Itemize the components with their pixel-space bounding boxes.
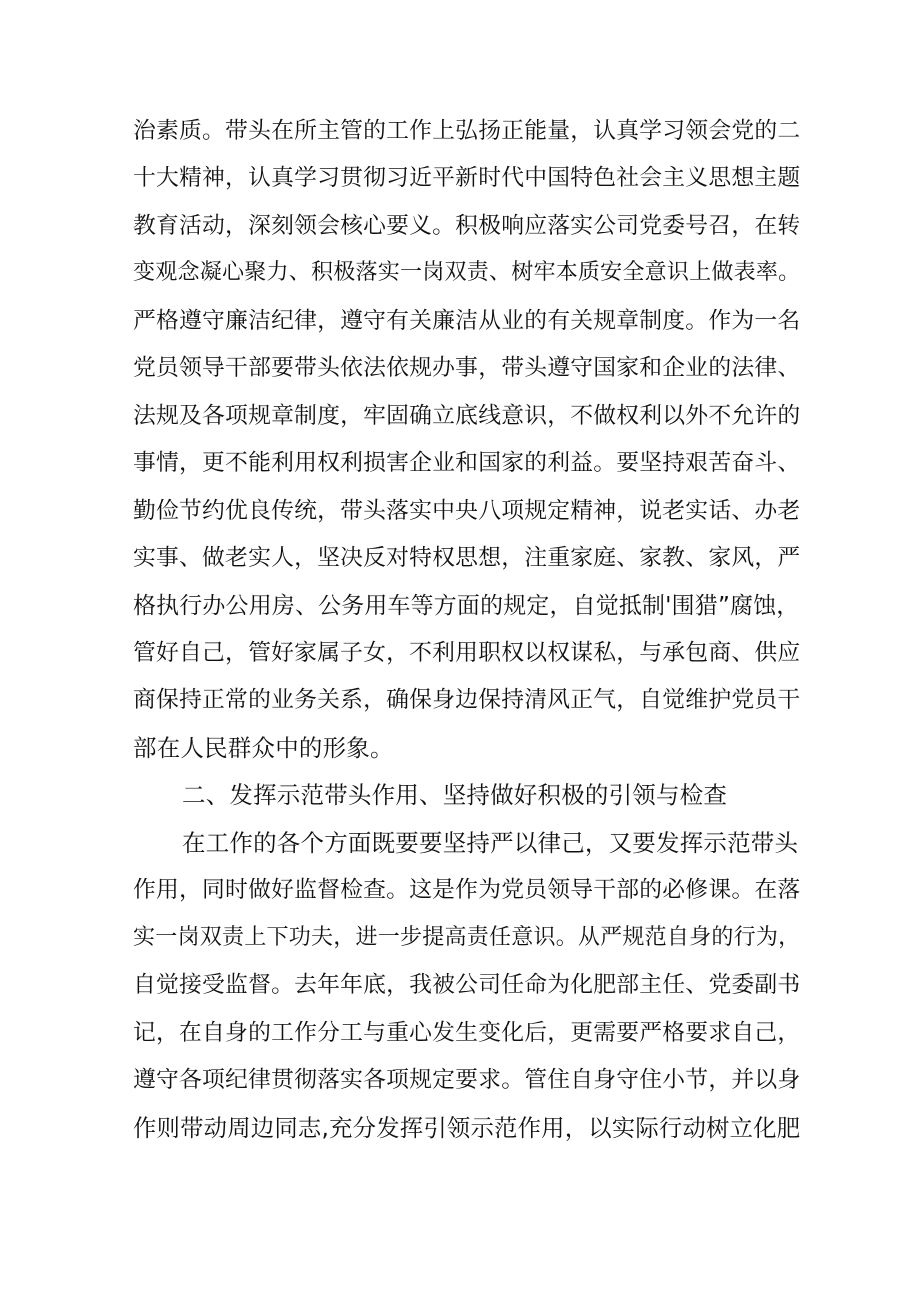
text-line: 法规及各项规章制度，牢固确立底线意识，不做权利以外不允许的 <box>133 402 801 429</box>
text-line: 部在人民群众中的形象。 <box>133 733 394 762</box>
text-line: 实一岗双责上下功夫，进一步提高责任意识。从严规范自身的行为， <box>133 924 801 950</box>
text-line: 在工作的各个方面既要要坚持严以律己，又要发挥示范带头 <box>182 828 799 857</box>
text-line: 遵守各项纪律贯彻落实各项规定要求。管住自身守住小节，并以身 <box>133 1067 801 1093</box>
text-line: 变观念凝心聚力、积极落实一岗双责、树牢本质安全意识上做表率。 <box>133 260 801 286</box>
text-line: 管好自己，管好家属子女，不利用职权以权谋私，与承包商、供应 <box>133 640 801 666</box>
text-line: 格执行办公用房、公务用车等方面的规定，自觉抵制'围猎”腐蚀， <box>133 592 800 619</box>
text-line: 治素质。带头在所主管的工作上弘扬正能量，认真学习领会党的二 <box>133 118 801 144</box>
text-line: 勤俭节约优良传统，带头落实中央八项规定精神，说老实话、办老 <box>133 497 801 524</box>
text-line: 商保持正常的业务关系，确保身边保持清风正气，自觉维护党员干 <box>133 687 801 714</box>
text-line: 作用，同时做好监督检查。这是作为党员领导干部的必修课。在落 <box>133 877 801 904</box>
text-line: 严格遵守廉洁纪律，遵守有关廉洁从业的有关规章制度。作为一名 <box>133 307 801 334</box>
section-heading: 二、发挥示范带头作用、坚持做好积极的引领与检查 <box>182 781 728 810</box>
text-line: 自觉接受监督。去年年底，我被公司任命为化肥部主任、党委副书 <box>133 972 801 999</box>
text-line: 记，在自身的工作分工与重心发生变化后，更需要严格要求自己， <box>133 1019 801 1046</box>
text-line: 十大精神，认真学习贯彻习近平新时代中国特色社会主义思想主题 <box>133 165 801 192</box>
text-line: 党员领导干部要带头依法依规办事，带头遵守国家和企业的法律、 <box>133 355 801 382</box>
text-line: 实事、做老实人，坚决反对特权思想，注重家庭、家教、家风，严 <box>133 545 801 571</box>
text-line: 教育活动，深刻领会核心要义。积极响应落实公司党委号召，在转 <box>133 212 801 239</box>
text-line: 事情，更不能利用权利损害企业和国家的利益。要坚持艰苦奋斗、 <box>133 450 801 477</box>
text-line: 作则带动周边同志,充分发挥引领示范作用，以实际行动树立化肥 <box>133 1113 801 1142</box>
